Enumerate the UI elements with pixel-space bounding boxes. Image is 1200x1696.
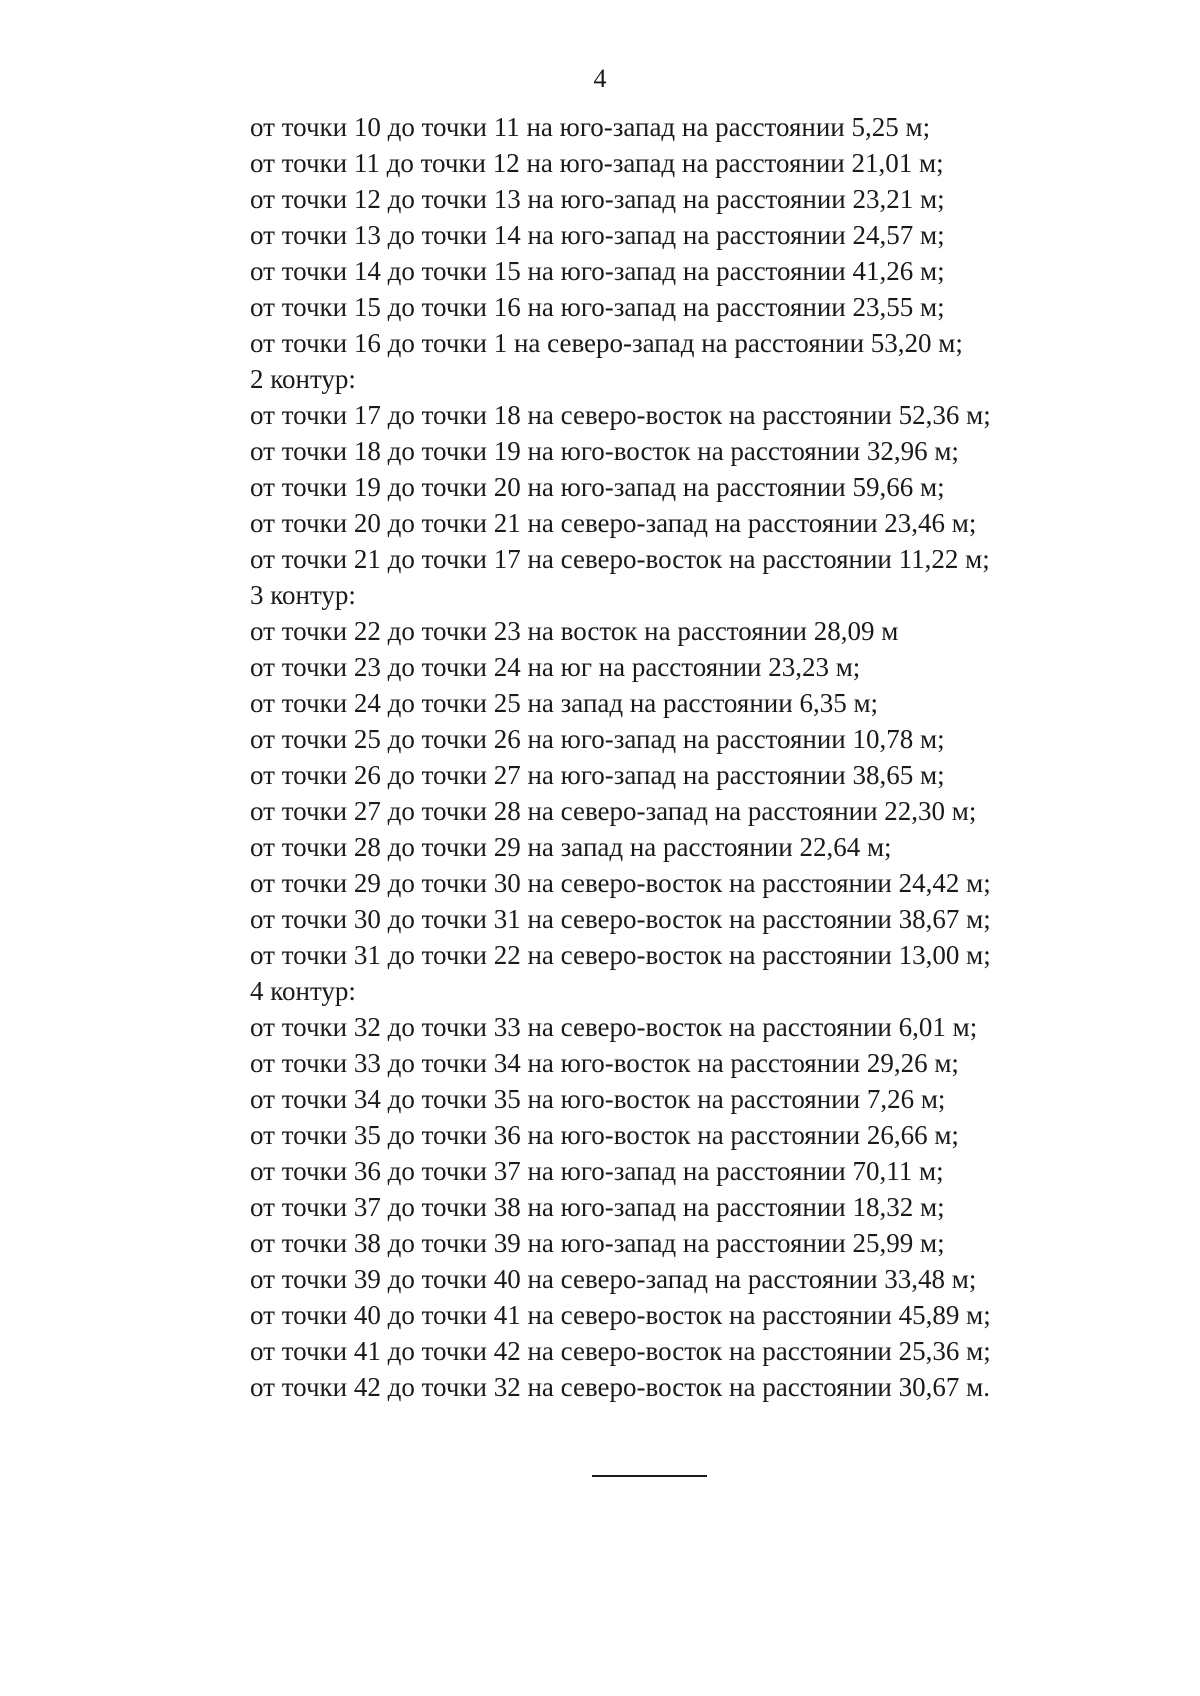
boundary-line: от точки 27 до точки 28 на северо-запад на расстоянии 22,30 м; — [250, 796, 977, 826]
boundary-line: от точки 22 до точки 23 на восток на расстоянии 28,09 м — [250, 616, 899, 646]
contour-heading: 4 контур: — [250, 976, 356, 1006]
boundary-line: от точки 35 до точки 36 на юго-восток на расстоянии 26,66 м; — [250, 1120, 959, 1150]
boundary-line: от точки 10 до точки 11 на юго-запад на расстоянии 5,25 м; — [250, 112, 931, 142]
boundary-line: от точки 31 до точки 22 на северо-восток на расстоянии 13,00 м; — [250, 940, 991, 970]
boundary-line: от точки 39 до точки 40 на северо-запад на расстоянии 33,48 м; — [250, 1264, 977, 1294]
boundary-line: от точки 19 до точки 20 на юго-запад на расстоянии 59,66 м; — [250, 472, 945, 502]
contour-heading: 3 контур: — [250, 580, 356, 610]
boundary-line: от точки 38 до точки 39 на юго-запад на расстоянии 25,99 м; — [250, 1228, 945, 1258]
boundary-line: от точки 26 до точки 27 на юго-запад на расстоянии 38,65 м; — [250, 760, 945, 790]
boundary-line: от точки 29 до точки 30 на северо-восток на расстоянии 24,42 м; — [250, 868, 991, 898]
boundary-line: от точки 15 до точки 16 на юго-запад на расстоянии 23,55 м; — [250, 292, 945, 322]
boundary-line: от точки 23 до точки 24 на юг на расстоянии 23,23 м; — [250, 652, 861, 682]
page-number: 4 — [593, 64, 607, 93]
boundary-line: от точки 34 до точки 35 на юго-восток на расстоянии 7,26 м; — [250, 1084, 946, 1114]
boundary-line: от точки 41 до точки 42 на северо-восток на расстоянии 25,36 м; — [250, 1336, 991, 1366]
end-of-document-rule — [592, 1475, 707, 1477]
boundary-line: от точки 24 до точки 25 на запад на расстоянии 6,35 м; — [250, 688, 879, 718]
boundary-line: от точки 12 до точки 13 на юго-запад на расстоянии 23,21 м; — [250, 184, 945, 214]
boundary-line: от точки 14 до точки 15 на юго-запад на расстоянии 41,26 м; — [250, 256, 945, 286]
boundary-line: от точки 13 до точки 14 на юго-запад на расстоянии 24,57 м; — [250, 220, 945, 250]
boundary-line: от точки 16 до точки 1 на северо-запад на расстоянии 53,20 м; — [250, 328, 963, 358]
boundary-line: от точки 28 до точки 29 на запад на расстоянии 22,64 м; — [250, 832, 892, 862]
boundary-line: от точки 11 до точки 12 на юго-запад на расстоянии 21,01 м; — [250, 148, 944, 178]
boundary-description — [250, 109, 1150, 1405]
boundary-line: от точки 25 до точки 26 на юго-запад на расстоянии 10,78 м; — [250, 724, 945, 754]
boundary-line: от точки 20 до точки 21 на северо-запад на расстоянии 23,46 м; — [250, 508, 977, 538]
boundary-line: от точки 40 до точки 41 на северо-восток на расстоянии 45,89 м; — [250, 1300, 991, 1330]
boundary-line: от точки 18 до точки 19 на юго-восток на расстоянии 32,96 м; — [250, 436, 959, 466]
boundary-line: от точки 33 до точки 34 на юго-восток на расстоянии 29,26 м; — [250, 1048, 959, 1078]
boundary-line: от точки 37 до точки 38 на юго-запад на расстоянии 18,32 м; — [250, 1192, 945, 1222]
boundary-line: от точки 36 до точки 37 на юго-запад на расстоянии 70,11 м; — [250, 1156, 944, 1186]
boundary-line: от точки 30 до точки 31 на северо-восток на расстоянии 38,67 м; — [250, 904, 991, 934]
boundary-line: от точки 32 до точки 33 на северо-восток на расстоянии 6,01 м; — [250, 1012, 978, 1042]
boundary-line: от точки 21 до точки 17 на северо-восток на расстоянии 11,22 м; — [250, 544, 990, 574]
boundary-line: от точки 42 до точки 32 на северо-восток на расстоянии 30,67 м. — [250, 1372, 990, 1402]
contour-heading: 2 контур: — [250, 364, 356, 394]
boundary-line: от точки 17 до точки 18 на северо-восток на расстоянии 52,36 м; — [250, 400, 991, 430]
